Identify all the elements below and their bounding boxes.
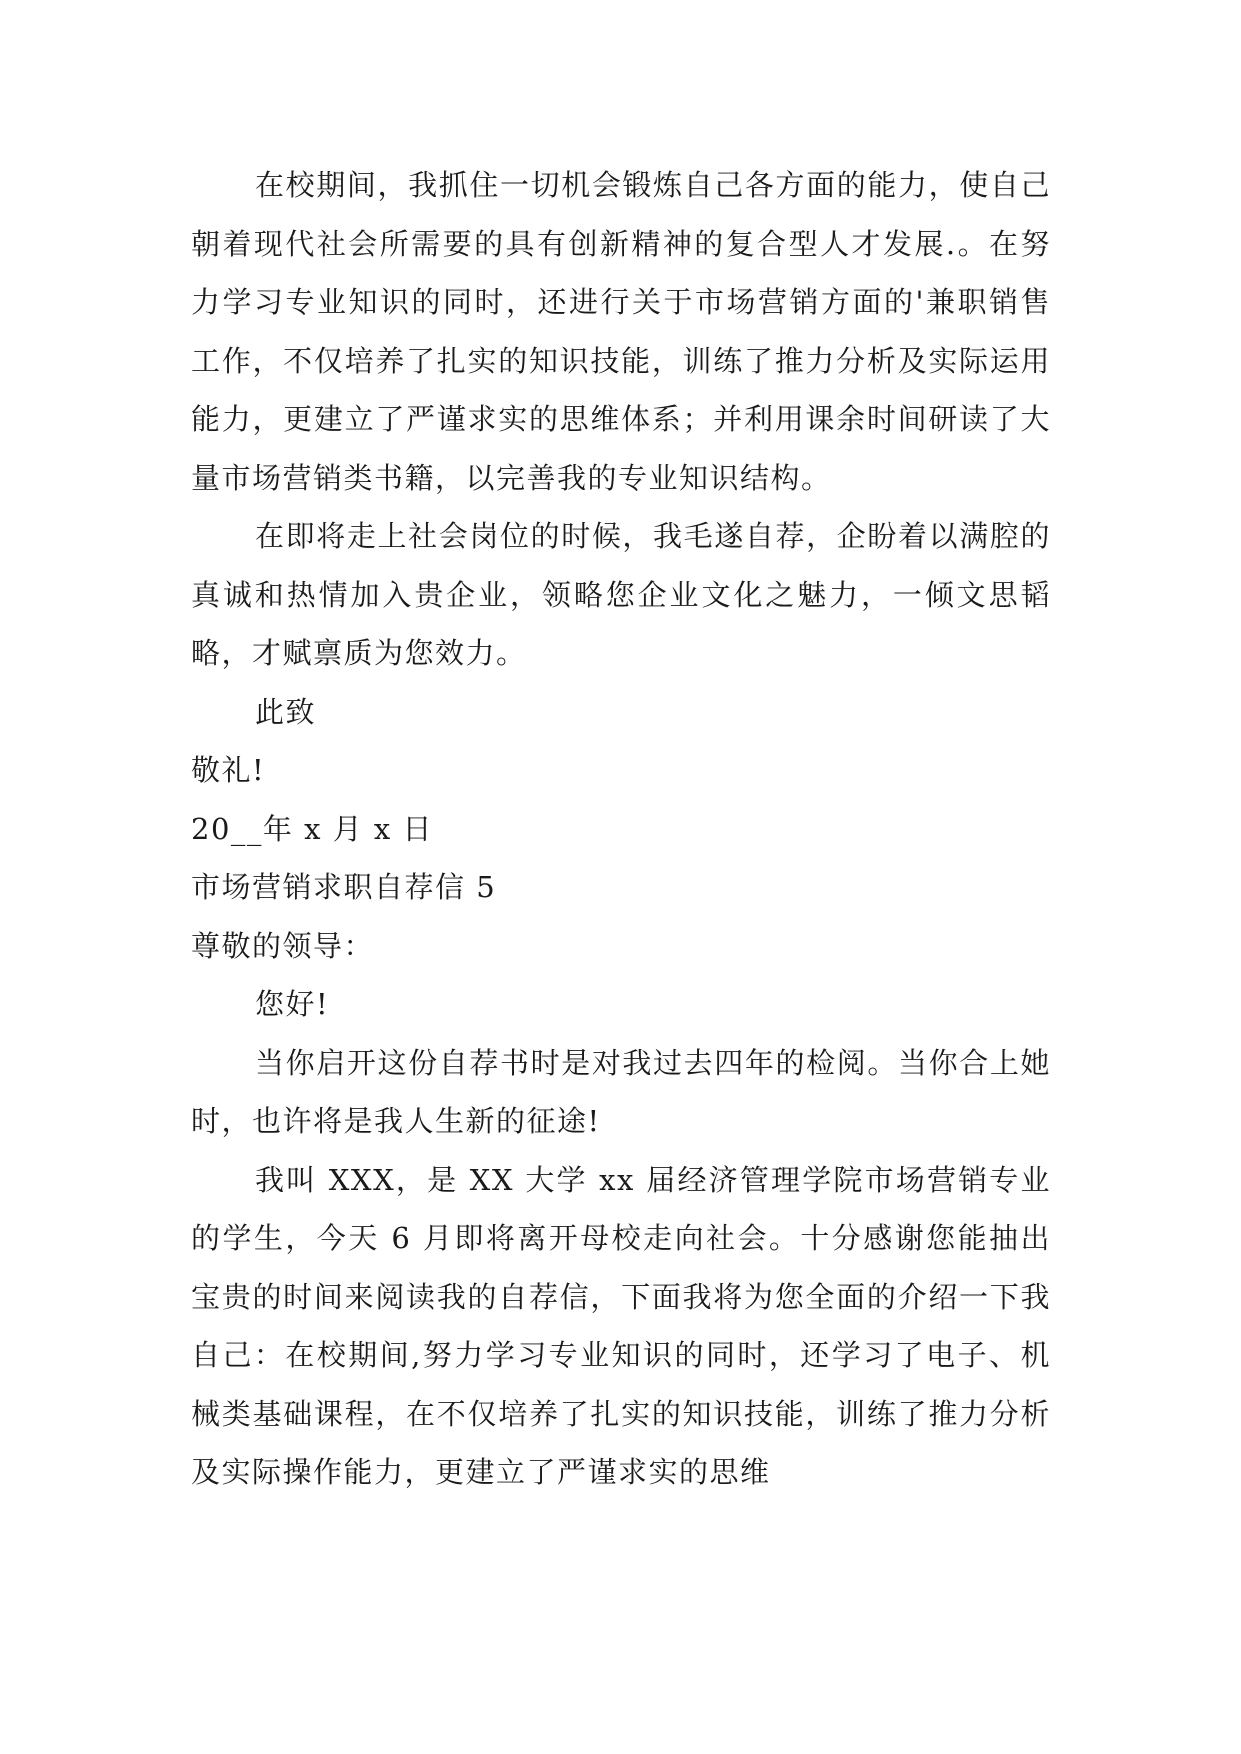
letter-body (191, 156, 1051, 1502)
paragraph-self-recommendation: 在即将走上社会岗位的时候，我毛遂自荐，企盼着以满腔的真诚和热情加入贵企业，领略您企业文化之魅力，一倾文思韬略，才赋禀质为您效力。 (191, 519, 1051, 670)
closing-cizhi: 此致 (255, 694, 317, 729)
greeting: 您好! (255, 987, 330, 1021)
paragraph-introduction: 我叫 XXX，是 XX 大学 xx 届经济管理学院市场营销专业的学生，今天 6 月即将离开母校走向社会。十分感谢您能抽出宝贵的时间来阅读我的自荐信，下面我将为您全面的介绍一下我自己：在校期间,努力学习专业知识的同时，还学习了电子、机械类基础课程，在不仅培养了扎实的知识技能，训练了推力分析及实际操作能力，更建立了严谨求实的思维 (191, 1162, 1051, 1489)
salutation: 尊敬的领导： (191, 928, 375, 963)
letter-title: 市场营销求职自荐信 5 (191, 870, 497, 904)
paragraph-opening: 当你启开这份自荐书时是对我过去四年的检阅。当你合上她时，也许将是我人生新的征途! (191, 1045, 1051, 1138)
letter-date: 20__年 x 月 x 日 (191, 811, 433, 846)
closing-jingli: 敬礼! (191, 753, 266, 787)
paragraph-campus-experience: 在校期间，我抓住一切机会锻炼自己各方面的能力，使自己朝着现代社会所需要的具有创新精神的复合型人才发展.。在努力学习专业知识的同时，还进行关于市场营销方面的'兼职销售工作，不仅培养了扎实的知识技能，训练了推力分析及实际运用能力，更建立了严谨求实的思维体系；并利用课余时间研读了大量市场营销类书籍，以完善我的专业知识结构。 (191, 168, 1051, 495)
